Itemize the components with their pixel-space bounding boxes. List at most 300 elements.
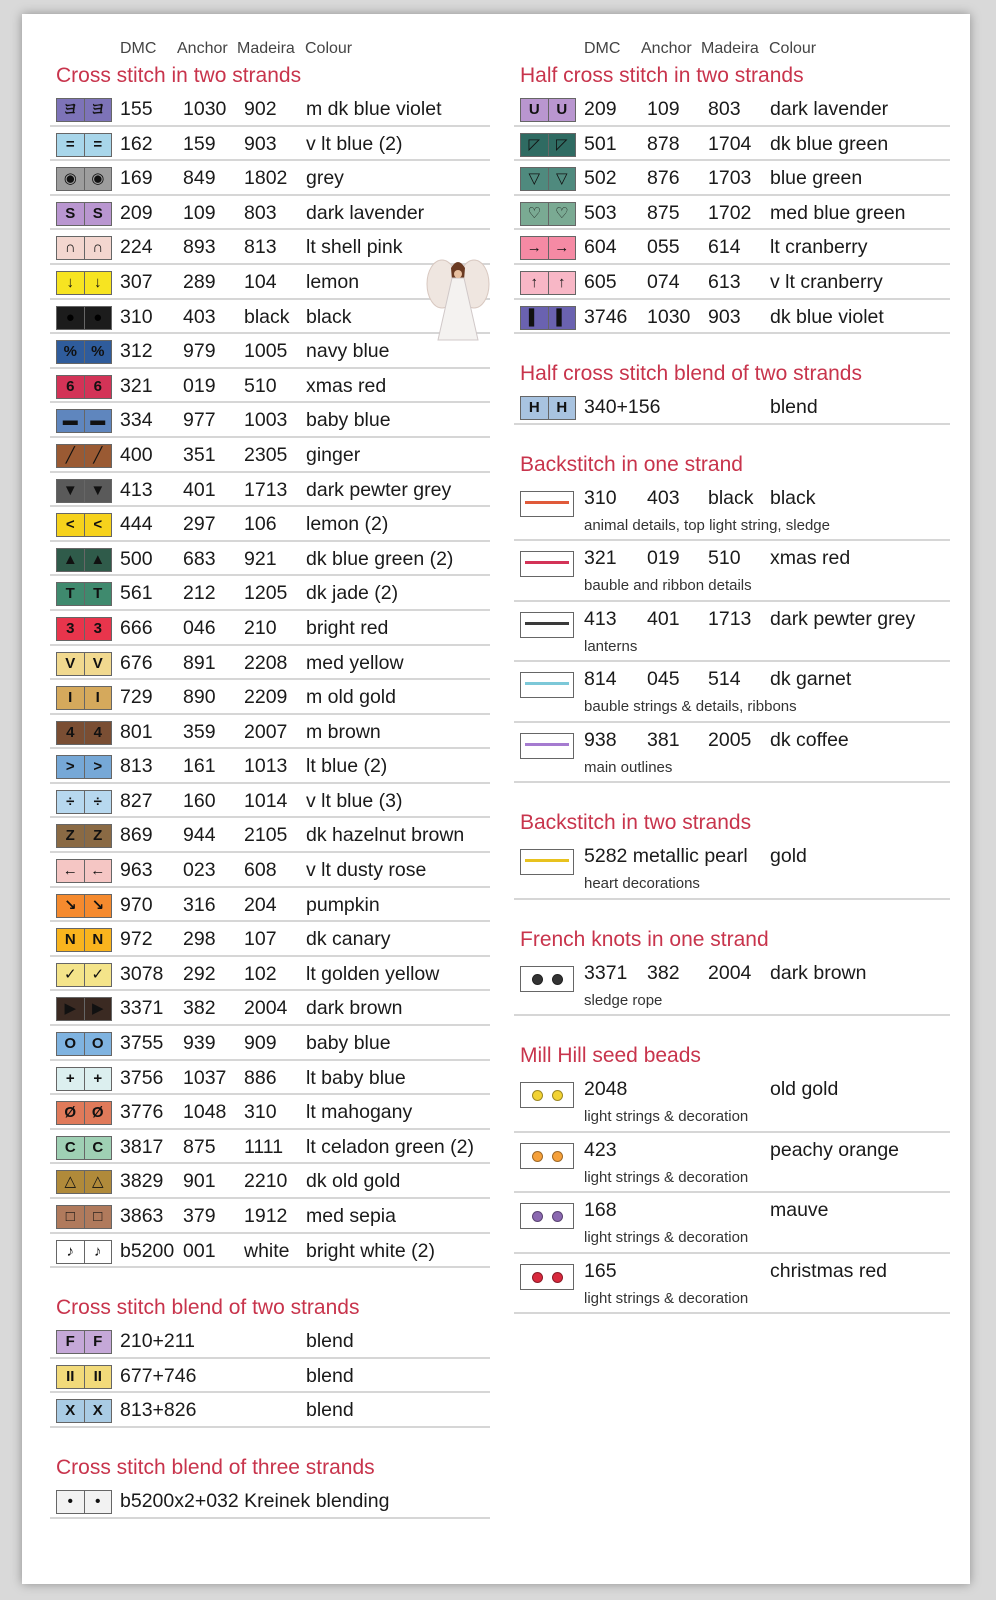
anchor-number: 891 bbox=[183, 651, 216, 674]
key-sheet bbox=[22, 14, 970, 1584]
dmc-number: 165 bbox=[584, 1259, 617, 1282]
symbol-cell: C bbox=[85, 1137, 112, 1159]
thread-row bbox=[50, 1095, 490, 1130]
bead-swatch bbox=[520, 1143, 574, 1169]
dmc-number: 3371 bbox=[584, 961, 628, 984]
stitch-symbol bbox=[56, 1170, 112, 1194]
anchor-number: 109 bbox=[647, 98, 680, 120]
stitch-line bbox=[525, 561, 569, 564]
symbol-cell: ÷ bbox=[85, 791, 112, 813]
anchor-number: 401 bbox=[183, 478, 216, 501]
symbol-cell: O bbox=[85, 1033, 112, 1055]
anchor-number: 289 bbox=[183, 270, 216, 293]
anchor-number: 212 bbox=[183, 582, 216, 605]
dmc-number: b5200x2+032 Kreinek blending bbox=[120, 1489, 390, 1512]
madeira-number: 803 bbox=[244, 201, 277, 224]
anchor-number: 890 bbox=[183, 686, 216, 709]
madeira-number: 608 bbox=[244, 859, 277, 882]
stitch-symbol bbox=[520, 98, 576, 122]
colour-name: v lt dusty rose bbox=[306, 859, 427, 882]
stitch-symbol bbox=[520, 133, 576, 157]
madeira-number: 2208 bbox=[244, 651, 288, 674]
dmc-number: 334 bbox=[120, 409, 153, 432]
symbol-cell: ÷ bbox=[57, 791, 85, 813]
symbol-cell: ▌ bbox=[521, 307, 549, 329]
madeira-number: 514 bbox=[708, 668, 741, 691]
madeira-number: 886 bbox=[244, 1066, 277, 1089]
symbol-cell: ▽ bbox=[521, 168, 549, 190]
colour-name: dark lavender bbox=[306, 201, 425, 224]
backstitch-swatch bbox=[520, 733, 574, 759]
anchor-number: 045 bbox=[647, 668, 680, 691]
section-title-back1: Backstitch in one strand bbox=[520, 452, 743, 476]
madeira-number: 106 bbox=[244, 513, 277, 536]
madeira-number: 2210 bbox=[244, 1170, 288, 1193]
dmc-number: 3371 bbox=[120, 997, 164, 1020]
madeira-number: 2004 bbox=[244, 997, 288, 1020]
header-madeira: Madeira bbox=[237, 40, 295, 57]
header-dmc: DMC bbox=[120, 40, 157, 57]
dmc-number: 3829 bbox=[120, 1170, 164, 1193]
anchor-number: 878 bbox=[647, 132, 680, 155]
colour-name: lt celadon green (2) bbox=[306, 1135, 475, 1158]
colour-name: dk blue green (2) bbox=[306, 547, 454, 570]
symbol-cell: T bbox=[85, 583, 112, 605]
anchor-number: 351 bbox=[183, 443, 216, 466]
symbol-cell: N bbox=[85, 929, 112, 951]
anchor-number: 401 bbox=[647, 607, 680, 630]
symbol-cell: 4 bbox=[85, 722, 112, 744]
colour-name: lt mahogany bbox=[306, 1101, 413, 1124]
colour-name: old gold bbox=[770, 1078, 839, 1101]
madeira-number: 909 bbox=[244, 1032, 277, 1055]
madeira-number: 204 bbox=[244, 893, 277, 916]
anchor-number: 292 bbox=[183, 962, 216, 985]
symbol-cell: I bbox=[85, 687, 112, 709]
symbol-cell: ✓ bbox=[85, 964, 112, 986]
header-colour: Colour bbox=[769, 40, 817, 57]
bead-dot bbox=[552, 1211, 563, 1222]
thread-row bbox=[50, 1234, 490, 1269]
symbol-cell: ♪ bbox=[85, 1241, 112, 1263]
colour-name: dark pewter grey bbox=[770, 607, 916, 630]
thread-row bbox=[50, 334, 490, 369]
colour-name: m old gold bbox=[306, 686, 396, 709]
symbol-cell: ヨ bbox=[85, 99, 112, 121]
thread-row bbox=[50, 715, 490, 750]
madeira-number: 1704 bbox=[708, 132, 752, 155]
symbol-cell: < bbox=[57, 514, 85, 536]
colour-name: lt blue (2) bbox=[306, 755, 388, 778]
symbol-cell: < bbox=[85, 514, 112, 536]
colour-name: blue green bbox=[770, 167, 863, 190]
anchor-number: 381 bbox=[647, 728, 680, 751]
colour-name: lemon bbox=[306, 270, 360, 293]
anchor-number: 1030 bbox=[183, 98, 227, 120]
madeira-number: black bbox=[244, 305, 290, 328]
symbol-cell: S bbox=[85, 203, 112, 225]
colour-name: christmas red bbox=[770, 1259, 888, 1282]
madeira-number: 1005 bbox=[244, 340, 288, 363]
dmc-number: 500 bbox=[120, 547, 153, 570]
dmc-number: 413 bbox=[584, 607, 617, 630]
thread-row bbox=[50, 818, 490, 853]
anchor-number: 403 bbox=[647, 486, 680, 509]
thread-row bbox=[50, 507, 490, 542]
stitch-symbol bbox=[56, 617, 112, 641]
bead-row bbox=[514, 1193, 950, 1254]
symbol-cell: H bbox=[521, 397, 549, 419]
symbol-cell: % bbox=[85, 341, 112, 363]
madeira-number: 1003 bbox=[244, 409, 288, 432]
backstitch-row bbox=[514, 839, 950, 900]
anchor-number: 159 bbox=[183, 132, 216, 155]
colour-name: bright red bbox=[306, 616, 389, 639]
madeira-number: white bbox=[244, 1239, 290, 1262]
dmc-number: 501 bbox=[584, 132, 617, 155]
header-madeira: Madeira bbox=[701, 40, 759, 57]
backstitch-swatch bbox=[520, 551, 574, 577]
right-column bbox=[514, 14, 950, 1314]
symbol-cell: % bbox=[57, 341, 85, 363]
backstitch-swatch bbox=[520, 672, 574, 698]
dmc-number: 2048 bbox=[584, 1078, 628, 1101]
usage-note: animal details, top light string, sledge bbox=[584, 516, 830, 534]
thread-row bbox=[50, 161, 490, 196]
thread-row bbox=[514, 390, 950, 425]
colour-name: lt cranberry bbox=[770, 236, 868, 259]
backstitch-row bbox=[514, 602, 950, 663]
dmc-number: 209 bbox=[120, 201, 153, 224]
stitch-symbol bbox=[56, 1205, 112, 1229]
symbol-cell: I bbox=[57, 687, 85, 709]
symbol-cell: ▌ bbox=[549, 307, 576, 329]
anchor-number: 893 bbox=[183, 236, 216, 259]
madeira-number: 902 bbox=[244, 98, 277, 120]
backstitch-row bbox=[514, 541, 950, 602]
dmc-number: 209 bbox=[584, 98, 617, 120]
stitch-symbol bbox=[56, 1490, 112, 1514]
anchor-number: 944 bbox=[183, 824, 216, 847]
stitch-symbol bbox=[56, 444, 112, 468]
stitch-symbol bbox=[56, 479, 112, 503]
dmc-number: 729 bbox=[120, 686, 153, 709]
colour-name: mauve bbox=[770, 1199, 829, 1222]
symbol-cell: F bbox=[57, 1331, 85, 1353]
usage-note: sledge rope bbox=[584, 991, 663, 1009]
symbol-cell: ▼ bbox=[85, 480, 112, 502]
symbol-cell: ▽ bbox=[549, 168, 576, 190]
usage-note: light strings & decoration bbox=[584, 1108, 749, 1126]
madeira-number: 1713 bbox=[244, 478, 288, 501]
symbol-cell: ▶ bbox=[85, 998, 112, 1020]
madeira-number: 2005 bbox=[708, 728, 752, 751]
symbol-cell: △ bbox=[85, 1171, 112, 1193]
dmc-number: 963 bbox=[120, 859, 153, 882]
dmc-number: 423 bbox=[584, 1138, 617, 1161]
colour-name: blend bbox=[306, 1364, 354, 1387]
symbol-cell: U bbox=[521, 99, 549, 121]
symbol-cell: ✓ bbox=[57, 964, 85, 986]
colour-name: v lt cranberry bbox=[770, 270, 883, 293]
thread-row bbox=[50, 1026, 490, 1061]
stitch-symbol bbox=[56, 997, 112, 1021]
thread-row bbox=[50, 1199, 490, 1234]
colour-name: lt shell pink bbox=[306, 236, 403, 259]
thread-row bbox=[50, 196, 490, 231]
madeira-number: 2004 bbox=[708, 961, 752, 984]
thread-row bbox=[50, 957, 490, 992]
anchor-number: 382 bbox=[647, 961, 680, 984]
thread-row bbox=[50, 1359, 490, 1394]
symbol-cell: □ bbox=[85, 1206, 112, 1228]
thread-row bbox=[514, 127, 950, 162]
madeira-number: 613 bbox=[708, 270, 741, 293]
symbol-cell: ▲ bbox=[57, 549, 85, 571]
thread-row bbox=[50, 230, 490, 265]
colour-name: dark lavender bbox=[770, 98, 889, 120]
madeira-number: 1912 bbox=[244, 1205, 288, 1227]
colour-name: black bbox=[770, 486, 816, 509]
stitch-symbol bbox=[56, 721, 112, 745]
backstitch-two-list bbox=[514, 839, 950, 900]
thread-row bbox=[50, 576, 490, 611]
colour-name: dk canary bbox=[306, 928, 391, 951]
madeira-number: 2105 bbox=[244, 824, 288, 847]
anchor-number: 046 bbox=[183, 616, 216, 639]
anchor-number: 979 bbox=[183, 340, 216, 363]
dmc-number: 972 bbox=[120, 928, 153, 951]
dmc-number: 310 bbox=[584, 486, 617, 509]
colour-name: med sepia bbox=[306, 1205, 396, 1227]
thread-row bbox=[50, 265, 490, 300]
symbol-cell: ● bbox=[57, 307, 85, 329]
colour-name: black bbox=[306, 305, 352, 328]
symbol-cell: 6 bbox=[57, 376, 85, 398]
dmc-number: 340+156 bbox=[584, 396, 661, 419]
symbol-cell: ♪ bbox=[57, 1241, 85, 1263]
anchor-number: 683 bbox=[183, 547, 216, 570]
madeira-number: 310 bbox=[244, 1101, 277, 1124]
symbol-cell: ∩ bbox=[85, 237, 112, 259]
usage-note: bauble and ribbon details bbox=[584, 577, 752, 595]
anchor-number: 316 bbox=[183, 893, 216, 916]
stitch-symbol bbox=[56, 375, 112, 399]
madeira-number: 2209 bbox=[244, 686, 288, 709]
dmc-number: 162 bbox=[120, 132, 153, 155]
stitch-symbol bbox=[56, 167, 112, 191]
stitch-symbol bbox=[56, 1365, 112, 1389]
madeira-number: 510 bbox=[244, 374, 277, 397]
colour-name: dk blue green bbox=[770, 132, 889, 155]
stitch-symbol bbox=[56, 824, 112, 848]
backstitch-one-list bbox=[514, 481, 950, 784]
thread-row bbox=[514, 300, 950, 335]
bead-dot bbox=[552, 1272, 563, 1283]
thread-row bbox=[50, 92, 490, 127]
backstitch-row bbox=[514, 662, 950, 723]
colour-name: dk jade (2) bbox=[306, 582, 399, 605]
thread-row bbox=[50, 1393, 490, 1428]
madeira-number: 1703 bbox=[708, 167, 752, 190]
symbol-cell: → bbox=[521, 237, 549, 259]
angel-illustration bbox=[426, 254, 490, 342]
symbol-cell: F bbox=[85, 1331, 112, 1353]
stitch-symbol bbox=[520, 396, 576, 420]
dmc-number: 413 bbox=[120, 478, 153, 501]
madeira-number: 803 bbox=[708, 98, 741, 120]
section-title-halfblend: Half cross stitch blend of two strands bbox=[520, 362, 862, 386]
madeira-number: 210 bbox=[244, 616, 277, 639]
stitch-symbol bbox=[520, 306, 576, 330]
colour-name: dark pewter grey bbox=[306, 478, 452, 501]
dmc-number: 444 bbox=[120, 513, 153, 536]
usage-note: light strings & decoration bbox=[584, 1168, 749, 1186]
section-title-back2: Backstitch in two strands bbox=[520, 811, 752, 835]
stitch-symbol bbox=[56, 340, 112, 364]
bead-dot bbox=[532, 1272, 543, 1283]
colour-name: blend bbox=[306, 1330, 354, 1353]
anchor-number: 298 bbox=[183, 928, 216, 951]
backstitch-swatch bbox=[520, 612, 574, 638]
usage-note: bauble strings & details, ribbons bbox=[584, 698, 797, 716]
madeira-number: 903 bbox=[244, 132, 277, 155]
anchor-number: 403 bbox=[183, 305, 216, 328]
stitch-symbol bbox=[56, 755, 112, 779]
bead-row bbox=[514, 1254, 950, 1315]
thread-row bbox=[50, 680, 490, 715]
colour-name: blend bbox=[770, 396, 818, 419]
left-column bbox=[50, 14, 490, 1519]
stitch-symbol bbox=[56, 894, 112, 918]
thread-row bbox=[50, 542, 490, 577]
symbol-cell: C bbox=[57, 1137, 85, 1159]
symbol-cell: ▼ bbox=[57, 480, 85, 502]
thread-row bbox=[50, 403, 490, 438]
backstitch-row bbox=[514, 723, 950, 784]
symbol-cell: 3 bbox=[57, 618, 85, 640]
symbol-cell: ↘ bbox=[85, 895, 112, 917]
anchor-number: 939 bbox=[183, 1032, 216, 1055]
section-title-half: Half cross stitch in two strands bbox=[520, 64, 804, 87]
blend2-list bbox=[50, 1324, 490, 1428]
symbol-cell: ← bbox=[57, 860, 85, 882]
anchor-number: 1030 bbox=[647, 305, 691, 328]
symbol-cell: □ bbox=[57, 1206, 85, 1228]
symbol-cell: △ bbox=[57, 1171, 85, 1193]
section-title-blend3: Cross stitch blend of three strands bbox=[56, 1455, 375, 1479]
stitch-symbol bbox=[56, 133, 112, 157]
bead-dot bbox=[532, 1090, 543, 1101]
symbol-cell: T bbox=[57, 583, 85, 605]
symbol-cell: = bbox=[85, 134, 112, 156]
dmc-number: 676 bbox=[120, 651, 153, 674]
colour-name: dk blue violet bbox=[770, 305, 884, 328]
stitch-symbol bbox=[56, 928, 112, 952]
symbol-cell: Z bbox=[85, 825, 112, 847]
symbol-cell: N bbox=[57, 929, 85, 951]
backstitch-swatch bbox=[520, 491, 574, 517]
colour-name: dk old gold bbox=[306, 1170, 401, 1193]
anchor-number: 977 bbox=[183, 409, 216, 432]
madeira-number: 102 bbox=[244, 962, 277, 985]
symbol-cell: ♡ bbox=[549, 203, 576, 225]
dmc-number: 3863 bbox=[120, 1205, 164, 1227]
dmc-number: 169 bbox=[120, 167, 153, 190]
dmc-number: 604 bbox=[584, 236, 617, 259]
stitch-symbol bbox=[56, 686, 112, 710]
dmc-number: 321 bbox=[120, 374, 153, 397]
usage-note: light strings & decoration bbox=[584, 1289, 749, 1307]
colour-name: dk coffee bbox=[770, 728, 849, 751]
header-anchor: Anchor bbox=[641, 40, 692, 57]
symbol-cell: V bbox=[57, 653, 85, 675]
stitch-line bbox=[525, 743, 569, 746]
dmc-number: 168 bbox=[584, 1199, 617, 1222]
symbol-cell: = bbox=[57, 134, 85, 156]
stitch-symbol bbox=[56, 271, 112, 295]
dmc-number: 155 bbox=[120, 98, 153, 120]
thread-row bbox=[514, 161, 950, 196]
colour-name: m dk blue violet bbox=[306, 98, 442, 120]
section-title-beads: Mill Hill seed beads bbox=[520, 1044, 701, 1068]
symbol-cell: U bbox=[549, 99, 576, 121]
thread-row bbox=[50, 369, 490, 404]
madeira-number: 813 bbox=[244, 236, 277, 259]
madeira-number: black bbox=[708, 486, 754, 509]
header-dmc: DMC bbox=[584, 40, 621, 57]
colour-name: bright white (2) bbox=[306, 1239, 435, 1262]
stitch-symbol bbox=[56, 1032, 112, 1056]
madeira-number: 1111 bbox=[244, 1135, 284, 1158]
symbol-cell: ◸ bbox=[521, 134, 549, 156]
stitch-symbol bbox=[56, 202, 112, 226]
anchor-number: 297 bbox=[183, 513, 216, 536]
thread-row bbox=[50, 888, 490, 923]
bead-swatch bbox=[520, 1203, 574, 1229]
anchor-number: 074 bbox=[647, 270, 680, 293]
symbol-cell: II bbox=[57, 1366, 85, 1388]
symbol-cell: ヨ bbox=[57, 99, 85, 121]
french-knots-list bbox=[514, 956, 950, 1017]
colour-name: pumpkin bbox=[306, 893, 380, 916]
anchor-number: 161 bbox=[183, 755, 216, 778]
usage-note: light strings & decoration bbox=[584, 1229, 749, 1247]
anchor-number: 1048 bbox=[183, 1101, 227, 1124]
symbol-cell: + bbox=[57, 1068, 85, 1090]
dmc-number: 814 bbox=[584, 668, 617, 691]
colour-name: grey bbox=[306, 167, 344, 190]
colour-name: v lt blue (3) bbox=[306, 789, 403, 812]
column-headers-right bbox=[514, 36, 950, 60]
colour-name: baby blue bbox=[306, 1032, 391, 1055]
bead-row bbox=[514, 956, 950, 1017]
symbol-cell: S bbox=[57, 203, 85, 225]
anchor-number: 875 bbox=[183, 1135, 216, 1158]
bead-dot bbox=[532, 1151, 543, 1162]
colour-name: xmas red bbox=[770, 547, 851, 570]
symbol-cell: ← bbox=[85, 860, 112, 882]
half-blend-list bbox=[514, 390, 950, 425]
bead-dot bbox=[552, 1090, 563, 1101]
anchor-number: 109 bbox=[183, 201, 216, 224]
thread-row bbox=[50, 1061, 490, 1096]
stitch-symbol bbox=[520, 167, 576, 191]
stitch-symbol bbox=[56, 98, 112, 122]
thread-row bbox=[50, 127, 490, 162]
section-title-french: French knots in one strand bbox=[520, 927, 769, 951]
stitch-symbol bbox=[56, 1240, 112, 1264]
